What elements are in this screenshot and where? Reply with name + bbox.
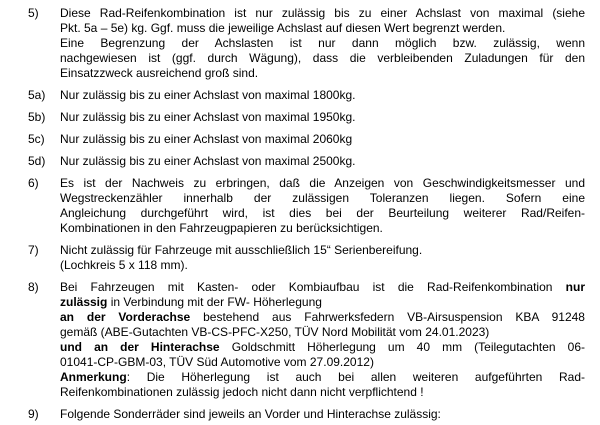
text-segment: Wegstreckenzähler innerhalb der zulässigen Toleranzen liegen. Sofern eine bbox=[60, 191, 585, 205]
text-segment: Reifenkombinationen zulässig jedoch nicht dann nicht verpflichtend ! bbox=[60, 385, 424, 399]
text-segment: Es ist der Nachweis zu erbringen, daß die Anzeigen von Geschwindigkeitsmesser und bbox=[60, 176, 585, 190]
document-line bbox=[60, 206, 585, 221]
list-item bbox=[28, 6, 585, 81]
text-segment: : Die Höherlegung ist auch bei allen weiteren aufgeführten Rad- bbox=[126, 370, 585, 384]
document-line bbox=[60, 176, 585, 191]
text-segment: Angleichung durchgeführt wird, ist dies bei der Beurteilung weiterer Rad/Reifen- bbox=[60, 206, 585, 220]
text-segment: in Verbindung mit der FW- Höherlegung bbox=[107, 295, 322, 309]
item-number: 9) bbox=[28, 407, 39, 421]
document-line bbox=[60, 191, 585, 206]
text-segment: Einsatzzweck ausreichend groß sind. bbox=[60, 66, 259, 80]
text-segment: Nur zulässig bis zu einer Achslast von maximal 2060kg bbox=[60, 132, 353, 146]
document-line bbox=[60, 36, 585, 51]
text-segment: Nur zulässig bis zu einer Achslast von maximal 1950kg. bbox=[60, 110, 356, 124]
list-item bbox=[28, 132, 585, 147]
document-line bbox=[60, 243, 585, 258]
item-number: 8) bbox=[28, 280, 39, 294]
list-item bbox=[28, 176, 585, 236]
list-item bbox=[28, 110, 585, 125]
document-line bbox=[60, 325, 585, 340]
document-line bbox=[60, 6, 585, 21]
text-segment: 01041-CP-GBM-03, TÜV Süd Automotive vom 27.09.2012) bbox=[60, 355, 374, 369]
text-segment: Eine Begrenzung der Achslasten ist nur dann möglich bzw. zulässig, wenn bbox=[60, 36, 585, 50]
document-line bbox=[60, 88, 585, 103]
document-line bbox=[60, 132, 585, 147]
item-number: 6) bbox=[28, 176, 39, 190]
item-body bbox=[60, 6, 585, 81]
document-line bbox=[60, 385, 585, 400]
item-number: 5a) bbox=[28, 88, 46, 102]
item-body bbox=[60, 280, 585, 400]
numbered-items-container bbox=[28, 6, 585, 422]
list-item bbox=[28, 280, 585, 400]
text-segment: Nur zulässig bis zu einer Achslast von maximal 1800kg. bbox=[60, 88, 356, 102]
document-line bbox=[60, 110, 585, 125]
text-segment: Nur zulässig bis zu einer Achslast von maximal 2500kg. bbox=[60, 154, 356, 168]
document-line bbox=[60, 280, 585, 295]
item-body bbox=[60, 154, 585, 169]
item-body bbox=[60, 243, 585, 273]
item-body bbox=[60, 407, 585, 422]
item-number: 5c) bbox=[28, 132, 45, 146]
item-number: 5b) bbox=[28, 110, 46, 124]
bold-text-segment: an der Vorderachse bbox=[60, 310, 191, 324]
text-segment: gemäß (ABE-Gutachten VB-CS-PFC-X250, TÜV Nord Mobilität vom 24.01.2023) bbox=[60, 325, 490, 339]
item-body bbox=[60, 176, 585, 236]
bold-text-segment: Anmerkung bbox=[60, 370, 127, 384]
text-segment: nachgewiesen ist (ggf. durch Wägung), dass die verbleibenden Zuladungen für den bbox=[60, 51, 585, 65]
bold-text-segment: und an der Hinterachse bbox=[60, 340, 220, 354]
item-number: 5d) bbox=[28, 154, 46, 168]
document-line bbox=[60, 51, 585, 66]
document-line bbox=[60, 340, 585, 355]
document-line bbox=[60, 407, 585, 422]
item-body bbox=[60, 110, 585, 125]
text-segment: Bei Fahrzeugen mit Kasten- oder Kombiaufbau ist die Rad-Reifenkombination bbox=[60, 280, 566, 294]
list-item bbox=[28, 88, 585, 103]
text-segment: Goldschmitt Höherlegung um 40 mm (Teilegutachten 06- bbox=[219, 340, 585, 354]
text-segment: (Lochkreis 5 x 118 mm). bbox=[60, 258, 188, 272]
list-item bbox=[28, 407, 585, 422]
text-segment: Nicht zulässig für Fahrzeuge mit ausschließlich 15“ Serienbereifung. bbox=[60, 243, 423, 257]
document-line bbox=[60, 66, 585, 81]
text-segment: Folgende Sonderräder sind jeweils an Vorder und Hinterachse zulässig: bbox=[60, 407, 441, 421]
text-segment: Diese Rad-Reifenkombination ist nur zulässig bis zu einer Achslast von maximal (siehe bbox=[60, 6, 585, 20]
document-line bbox=[60, 370, 585, 385]
text-segment: bestehend aus Fahrwerksfedern VB-Airsuspension KBA 91248 bbox=[190, 310, 585, 324]
item-body bbox=[60, 88, 585, 103]
text-segment: Pkt. 5a – 5e) kg. Ggf. muss die jeweilige Achslast auf diesen Wert begrenzt werden. bbox=[60, 21, 506, 35]
bold-text-segment: nur bbox=[565, 280, 585, 294]
document-line bbox=[60, 21, 585, 36]
list-item bbox=[28, 243, 585, 273]
item-body bbox=[60, 132, 585, 147]
document-line bbox=[60, 258, 585, 273]
document-line bbox=[60, 310, 585, 325]
text-segment: Kombinationen in den Fahrzeugpapieren zu berücksichtigen. bbox=[60, 221, 383, 235]
item-number: 7) bbox=[28, 243, 39, 257]
list-item bbox=[28, 154, 585, 169]
document-line bbox=[60, 355, 585, 370]
document-line bbox=[60, 221, 585, 236]
document-line bbox=[60, 295, 585, 310]
document-line bbox=[60, 154, 585, 169]
item-number: 5) bbox=[28, 6, 39, 20]
bold-text-segment: zulässig bbox=[60, 295, 108, 309]
